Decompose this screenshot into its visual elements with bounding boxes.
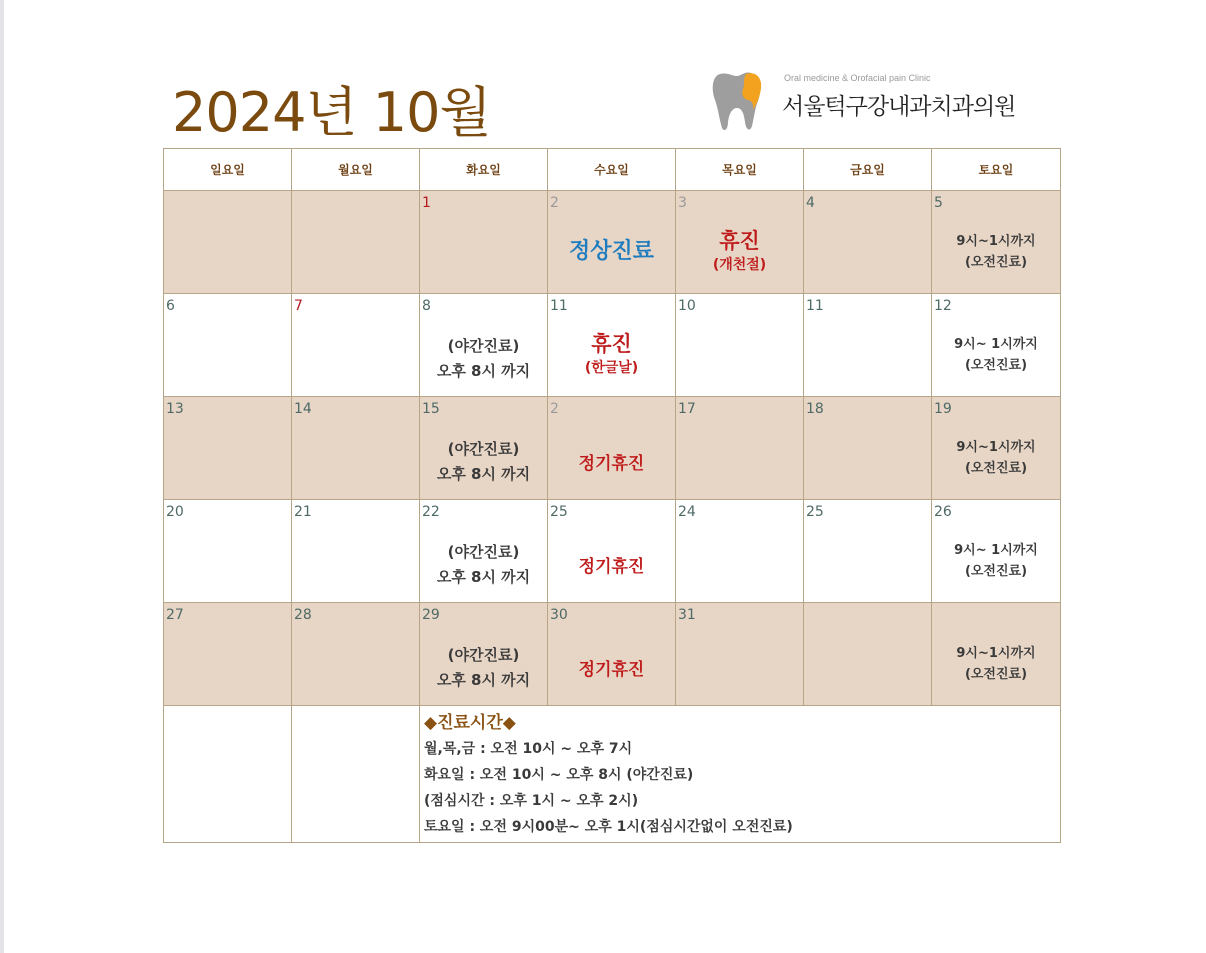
- night-clinic-line: 오후 8시 까지: [436, 362, 531, 380]
- weekday-header: 수요일: [548, 149, 676, 191]
- day-number: 31: [678, 607, 696, 623]
- day-cell: [420, 603, 548, 706]
- day-number: 11: [550, 298, 568, 314]
- day-cell: [548, 500, 676, 603]
- day-cell: [164, 397, 292, 500]
- night-clinic-note: [420, 334, 547, 384]
- saturday-hours-note: [932, 231, 1060, 273]
- day-number: 2: [550, 401, 559, 417]
- clinic-logo: [710, 68, 1050, 134]
- day-cell: [420, 397, 548, 500]
- night-clinic-line: 오후 8시 까지: [436, 671, 531, 689]
- night-clinic-line: (야간진료): [447, 646, 520, 664]
- day-cell: [676, 294, 804, 397]
- saturday-hours-line: 9시~1시까지: [956, 440, 1036, 455]
- holiday-note: (개천절): [712, 257, 767, 273]
- calendar-week-row: [164, 191, 1061, 294]
- weekday-header: 토요일: [932, 149, 1061, 191]
- day-cell: [804, 397, 932, 500]
- clinic-subtitle: Oral medicine & Orofacial pain Clinic: [784, 73, 931, 83]
- day-number: 12: [934, 298, 952, 314]
- day-number: 6: [166, 298, 175, 314]
- day-cell: [676, 603, 804, 706]
- saturday-hours-note: [932, 334, 1060, 376]
- saturday-hours-line: 9시~1시까지: [956, 234, 1036, 249]
- saturday-hours-note: [932, 540, 1060, 582]
- clinic-name: 서울턱구강내과치과의원: [782, 94, 1016, 120]
- day-cell: [292, 603, 420, 706]
- day-cell: [804, 500, 932, 603]
- day-number: 25: [550, 504, 568, 520]
- day-number: 5: [934, 195, 943, 211]
- saturday-hours-line: (오전진료): [964, 564, 1028, 579]
- hours-line: 월,목,금 : 오전 10시 ~ 오후 7시: [424, 741, 633, 757]
- weekday-header: 월요일: [292, 149, 420, 191]
- day-number: 14: [294, 401, 312, 417]
- day-number: 19: [934, 401, 952, 417]
- day-cell: [548, 294, 676, 397]
- day-number: 25: [806, 504, 824, 520]
- holiday-closed: [676, 227, 803, 275]
- day-cell: [548, 191, 676, 294]
- day-number: 27: [166, 607, 184, 623]
- day-number: 20: [166, 504, 184, 520]
- hours-cell: [420, 706, 1061, 843]
- weekday-header: 일요일: [164, 149, 292, 191]
- day-cell: [164, 294, 292, 397]
- day-cell: [548, 397, 676, 500]
- day-cell: [676, 191, 804, 294]
- hours-heading: ◆진료시간◆: [424, 713, 516, 733]
- holiday-note: (한글날): [584, 360, 639, 376]
- day-number: 10: [678, 298, 696, 314]
- regular-closed: 정기휴진: [578, 454, 645, 474]
- holiday-closed: [548, 330, 675, 378]
- day-cell: [164, 603, 292, 706]
- day-cell: [164, 191, 292, 294]
- day-cell: [420, 191, 548, 294]
- night-clinic-line: 오후 8시 까지: [436, 465, 531, 483]
- day-number: 3: [678, 195, 687, 211]
- day-cell: [292, 500, 420, 603]
- night-clinic-line: (야간진료): [447, 337, 520, 355]
- day-cell: [932, 294, 1061, 397]
- night-clinic-note: [420, 643, 547, 693]
- tooth-logo-icon: [710, 68, 774, 132]
- day-cell: [804, 603, 932, 706]
- empty-cell: [292, 706, 420, 843]
- day-number: 22: [422, 504, 440, 520]
- hours-line: 토요일 : 오전 9시00분~ 오후 1시(점심시간없이 오전진료): [424, 819, 793, 835]
- day-number: 15: [422, 401, 440, 417]
- hours-line: 화요일 : 오전 10시 ~ 오후 8시 (야간진료): [424, 767, 694, 783]
- night-clinic-line: (야간진료): [447, 543, 520, 561]
- day-cell: [932, 397, 1061, 500]
- day-cell: [292, 397, 420, 500]
- saturday-hours-line: 9시~1시까지: [956, 646, 1036, 661]
- day-number: 7: [294, 298, 303, 314]
- holiday-label: 휴진: [591, 332, 632, 356]
- day-cell: [932, 500, 1061, 603]
- day-cell: [292, 294, 420, 397]
- day-number: 30: [550, 607, 568, 623]
- calendar-week-row: [164, 397, 1061, 500]
- night-clinic-line: (야간진료): [447, 440, 520, 458]
- weekday-header: 목요일: [676, 149, 804, 191]
- day-number: 11: [806, 298, 824, 314]
- day-cell: [676, 500, 804, 603]
- calendar-week-row: [164, 603, 1061, 706]
- day-cell: [932, 191, 1061, 294]
- calendar-table: [163, 148, 1061, 843]
- open-status: 정상진료: [568, 239, 654, 264]
- holiday-label: 휴진: [719, 229, 760, 253]
- saturday-hours-line: (오전진료): [964, 461, 1028, 476]
- weekday-header: 화요일: [420, 149, 548, 191]
- day-cell: [292, 191, 420, 294]
- weekday-header: 금요일: [804, 149, 932, 191]
- empty-cell: [164, 706, 292, 843]
- day-cell: [420, 294, 548, 397]
- calendar-title: 2024년 10월: [172, 81, 491, 144]
- saturday-hours-line: 9시~ 1시까지: [954, 337, 1038, 352]
- day-cell: [932, 603, 1061, 706]
- day-number: 26: [934, 504, 952, 520]
- hours-line: (점심시간 : 오후 1시 ~ 오후 2시): [424, 793, 639, 809]
- day-number: 28: [294, 607, 312, 623]
- day-number: 8: [422, 298, 431, 314]
- calendar-week-row: [164, 500, 1061, 603]
- saturday-hours-line: (오전진료): [964, 255, 1028, 270]
- calendar-week-row: [164, 294, 1061, 397]
- hours-row: [164, 706, 1061, 843]
- day-cell: [676, 397, 804, 500]
- weekday-header-row: [164, 149, 1061, 191]
- day-number: 17: [678, 401, 696, 417]
- night-clinic-line: 오후 8시 까지: [436, 568, 531, 586]
- day-cell: [420, 500, 548, 603]
- regular-closed: 정기휴진: [578, 557, 645, 577]
- saturday-hours-line: (오전진료): [964, 358, 1028, 373]
- day-cell: [548, 603, 676, 706]
- night-clinic-note: [420, 437, 547, 487]
- saturday-hours-line: (오전진료): [964, 667, 1028, 682]
- day-number: 4: [806, 195, 815, 211]
- day-number: 24: [678, 504, 696, 520]
- saturday-hours-line: 9시~ 1시까지: [954, 543, 1038, 558]
- saturday-hours-note: [932, 437, 1060, 479]
- night-clinic-note: [420, 540, 547, 590]
- regular-closed: 정기휴진: [578, 660, 645, 680]
- day-number: 29: [422, 607, 440, 623]
- day-number: 1: [422, 195, 431, 211]
- day-number: 13: [166, 401, 184, 417]
- saturday-hours-note: [932, 643, 1060, 685]
- day-cell: [164, 500, 292, 603]
- window-edge: [0, 0, 4, 953]
- day-number: 18: [806, 401, 824, 417]
- day-number: 2: [550, 195, 559, 211]
- clinic-hours: [424, 710, 793, 840]
- day-number: 21: [294, 504, 312, 520]
- day-cell: [804, 191, 932, 294]
- day-cell: [804, 294, 932, 397]
